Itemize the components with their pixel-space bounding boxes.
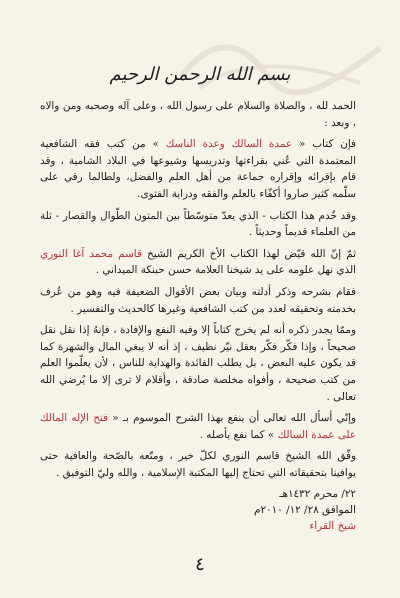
paragraph: [40, 208, 356, 241]
paragraph-text: ثمّ إنّ الله قيّض لهذا الكتاب الأخ الكريم الشيخ: [141, 247, 357, 260]
basmala-heading: بسم الله الرحمن الرحيم: [109, 64, 291, 85]
signature: شيخ القراء: [309, 520, 356, 533]
paragraph-text: » من كتب فقه الشافعية المعتمدة التي عُني بقراءتها وتدريسها وشيوعها في البلاد الشامية ، وقد قام بإقرائه وإقراره جماعة من أهل العلم والفضل، ولطالما رقي على سلّمه كثير صاروا أكفّاء بالعلم والفقه ودراية الفتوى.: [40, 138, 356, 200]
paragraph: [40, 322, 356, 405]
highlighted-title: فتح الإله المالك على عمدة السالك: [40, 412, 356, 441]
paragraph-text: » كما نفع بأصله .: [199, 428, 278, 441]
paragraph: [40, 98, 356, 131]
preface-body: [40, 98, 356, 534]
paragraph: [40, 246, 356, 279]
paragraph: [40, 448, 356, 481]
paragraph-text: وممّا يجدر ذكره أنه لم يخرج كتاباً إلا وفيه النفع والإفادة ، فإنهُ إذا نقل نقل صحيحاً ، وإذا فكّر فكّر بعقل نيّر نظيف ، إذ أنه لا يبغي المال والشهرة كما قد يكون عليه البعض ، بل يطلب الفائدة والهداية للناس ، لأن يعلّموا العلم من كتب صحيحة ، وأفواه مخلصة صادقة ، وأقلام لا ترى إلا ما يُرضي الله تعالى .: [40, 324, 356, 403]
paragraph-list: [40, 98, 356, 481]
paragraph-text: الذي نهل علومه على يد شيخنا العلامة حسن حبنكة الميداني .: [95, 264, 356, 277]
paragraph-text: فقام بشرحه وذكر أدلته وبيان بعض الأقوال الضعيفة فيه وهو من عُرف بخدمته وتحقيقه لعدد من كتب الشافعية وغيرها كالحديث والتفسير .: [40, 285, 356, 315]
paragraph: [40, 284, 356, 317]
paragraph: [40, 136, 356, 202]
paragraph-text: الحمد لله ، والصلاة والسلام على رسول الله ، وعلى آله وصحبه ومن والاه ، وبعد :: [40, 100, 356, 129]
paragraph-text: وفّق الله الشيخ قاسم النوري لكلّ خير ، ومتّعه بالصّحة والعافية حتى يوافينا بتحقيقاته التي تحتاج إليها المكتبة الإسلامية ، والله وليّ التوفيق .: [40, 450, 356, 479]
paragraph-text: وإنّي أسأل الله تعالى أن ينفع بهذا الشرح الموسوم بـ «: [108, 412, 356, 425]
date-block: [40, 486, 356, 534]
paragraph-text: فإن كتاب «: [292, 138, 357, 151]
page-number: ٤: [195, 554, 205, 575]
paragraph-text: وقد خُدم هذا الكتاب - الذي يعدّ متوسّطاً بين المتون الطّوال والقصار - ثلة من العلماء قديماً وحديثاً .: [40, 209, 356, 239]
date-gregorian: الموافق ٢٨/ ١٢/ ٢٠١٠م: [254, 504, 356, 517]
date-hijri: ٢٢/ محرم ١٤٣٢هـ: [279, 488, 356, 501]
watermark-calligraphy-icon: [170, 28, 390, 98]
highlighted-title: قاسم محمد آغا النوري: [40, 247, 142, 260]
paragraph: [40, 410, 356, 443]
highlighted-title: عمدة السالك وعدة الناسك: [165, 138, 293, 151]
